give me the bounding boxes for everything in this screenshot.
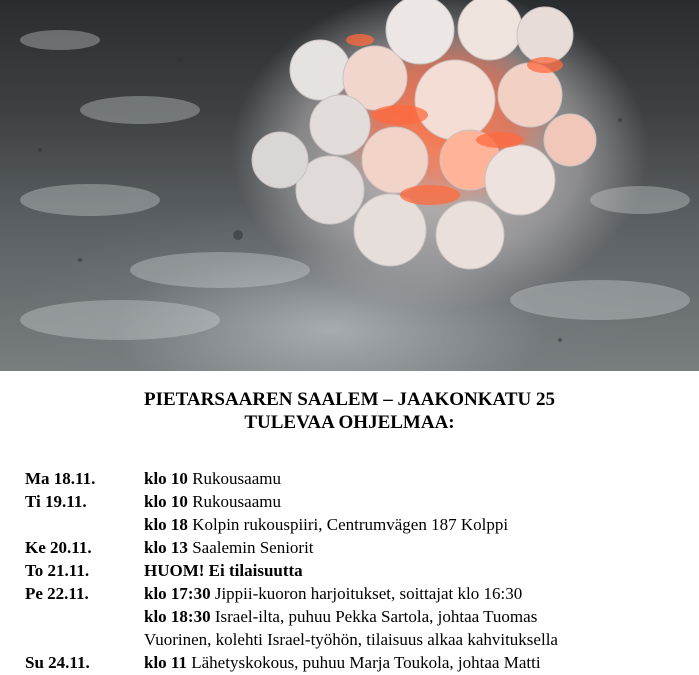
schedule-text: Jippii-kuoron harjoitukset, soittajat klo 16:30 [214,584,523,603]
schedule-text: Rukousaamu [192,469,281,488]
schedule-notice: HUOM! Ei tilaisuutta [144,561,303,580]
schedule-time: klo 10 [144,492,188,511]
schedule-time: klo 13 [144,538,188,557]
schedule-text: Israel-ilta, puhuu Pekka Sartola, johtaa Tuomas [214,607,538,626]
schedule-day: Ti 19.11. [25,492,87,511]
schedule-time: klo 11 [144,653,187,672]
schedule-time: klo 18 [144,515,188,534]
schedule-text: Lähetyskokous, puhuu Marja Toukola, johtaa Matti [191,653,541,672]
schedule-day: To 21.11. [25,561,90,580]
schedule-day: Ke 20.11. [25,538,92,557]
schedule-text: Vuorinen, kolehti Israel-työhön, tilaisuus alkaa kahvituksella [144,630,558,649]
schedule-text: Kolpin rukouspiiri, Centrumvägen 187 Kolppi [192,515,509,534]
schedule-time: klo 10 [144,469,188,488]
program-announcement [0,371,699,675]
schedule-text: Saalemin Seniorit [192,538,314,557]
schedule-time: klo 17:30 [144,584,211,603]
schedule-day: Su 24.11. [25,653,90,672]
heading-line-1: PIETARSAAREN SAALEM – JAAKONKATU 25 [144,389,555,410]
schedule-day: Pe 22.11. [25,584,89,603]
schedule-day: Ma 18.11. [25,469,96,488]
heading-line-2: TULEVAA OHJELMAA: [244,412,455,433]
schedule-time: klo 18:30 [144,607,211,626]
schedule-text: Rukousaamu [192,492,281,511]
